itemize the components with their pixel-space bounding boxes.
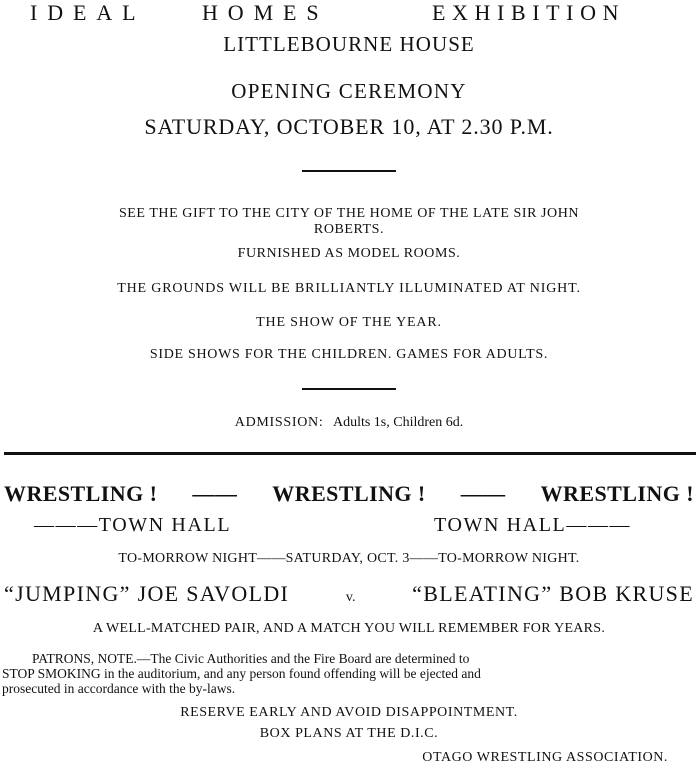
admission-value: Adults 1s, Children 6d. [332, 415, 464, 430]
box-plans-line: BOX PLANS AT THE D.I.C. [259, 726, 439, 741]
date-time: SATURDAY, OCTOBER 10, AT 2.30 P.M. [144, 114, 554, 139]
grounds-line: THE GROUNDS WILL BE BRILLIANTLY ILLUMINATED AT NIGHT. [117, 281, 581, 296]
wrestling-word: WRESTLING ! [4, 481, 158, 506]
side-shows-line: SIDE SHOWS FOR THE CHILDREN. GAMES FOR ADULTS. [149, 347, 549, 362]
fighters-line [4, 581, 694, 607]
wrestling-word: WRESTLING ! [272, 481, 426, 506]
notice-line-2: STOP SMOKING in the auditorium, and any person found offending will be ejected and [2, 666, 481, 681]
section-separator [4, 452, 696, 455]
fighter-one: “JUMPING” JOE SAVOLDI [4, 581, 290, 606]
dash-separator: —— [460, 481, 506, 506]
reserve-line: RESERVE EARLY AND AVOID DISAPPOINTMENT. [180, 705, 518, 720]
furnished-line: FURNISHED AS MODEL ROOMS. [237, 246, 461, 261]
show-line: THE SHOW OF THE YEAR. [256, 315, 442, 330]
wrestling-headline [4, 481, 694, 507]
versus-label: v. [345, 590, 356, 605]
date-line: TO-MORROW NIGHT——SATURDAY, OCT. 3——TO-MORROW NIGHT. [118, 551, 580, 566]
gift-line-2: ROBERTS. [313, 222, 385, 237]
divider-rule [302, 388, 396, 390]
dash-separator: —— [192, 481, 238, 506]
event-title: OPENING CEREMONY [231, 79, 467, 103]
admission-line [0, 415, 698, 431]
venue-title: LITTLEBOURNE HOUSE [223, 32, 475, 56]
town-hall-left: ———TOWN HALL [34, 514, 232, 536]
admission-label: ADMISSION: [234, 415, 324, 430]
wrestling-word: WRESTLING ! [540, 481, 694, 506]
fighter-two: “BLEATING” BOB KRUSE [412, 581, 694, 606]
notice-line-1: PATRONS, NOTE.—The Civic Authorities and the Fire Board are determined to [32, 651, 470, 666]
header-exhibition: EXHIBITION [432, 0, 626, 25]
header-ideal: IDEAL [30, 0, 146, 25]
header-homes: HOMES [202, 0, 329, 25]
town-hall-right: TOWN HALL——— [434, 514, 632, 536]
tagline: A WELL-MATCHED PAIR, AND A MATCH YOU WILL REMEMBER FOR YEARS. [92, 621, 606, 636]
notice-line-3: prosecuted in accordance with the by-laws. [2, 681, 236, 696]
gift-line-1: SEE THE GIFT TO THE CITY OF THE HOME OF THE LATE SIR JOHN [118, 206, 580, 221]
association-signature: OTAGO WRESTLING ASSOCIATION. [422, 750, 668, 765]
divider-rule [302, 170, 396, 172]
